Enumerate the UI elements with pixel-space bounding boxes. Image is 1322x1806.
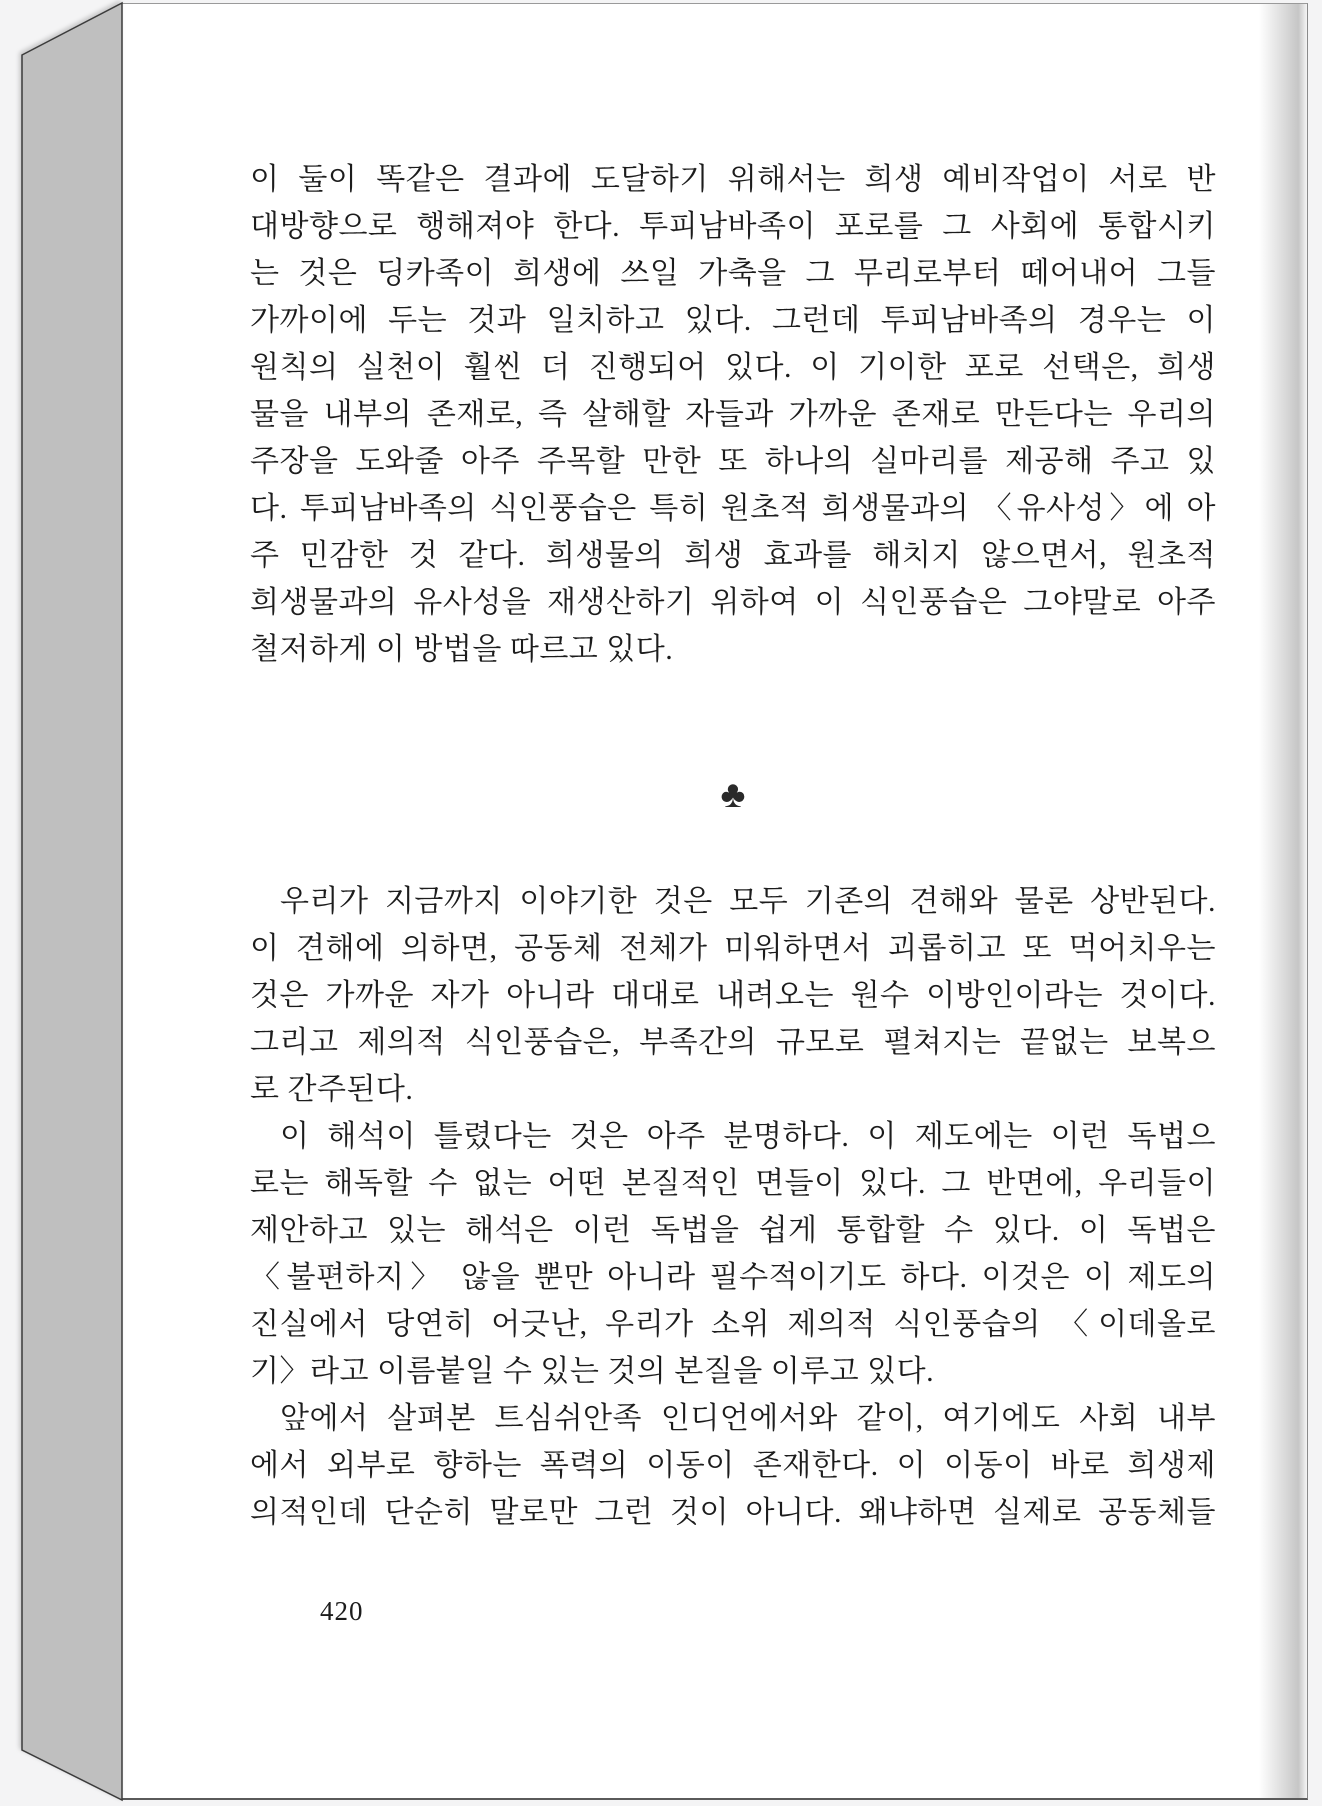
page-number: 420 [320, 1596, 364, 1626]
text-line: 주 민감한 것 같다. 희생물의 희생 효과를 해치지 않으면서, 원초적 [250, 539, 1216, 572]
page-text [250, 156, 1216, 1536]
text-line: 것은 가까운 자가 아니라 대대로 내려오는 원수 이방인이라는 것이다. [250, 979, 1216, 1012]
text-line: 희생물과의 유사성을 재생산하기 위하여 이 식인풍습은 그야말로 아주 [250, 586, 1216, 619]
text-line: 앞에서 살펴본 트심쉬안족 인디언에서와 같이, 여기에도 사회 내부 [280, 1402, 1216, 1435]
text-line: 는 것은 딩카족이 희생에 쓰일 가축을 그 무리로부터 떼어내어 그들 [250, 257, 1216, 290]
text-line: 제안하고 있는 해석은 이런 독법을 쉽게 통합할 수 있다. 이 독법은 [250, 1214, 1216, 1247]
text-line: 이 해석이 틀렸다는 것은 아주 분명하다. 이 제도에는 이런 독법으 [280, 1120, 1216, 1153]
text-line: 대방향으로 행해져야 한다. 투피남바족이 포로를 그 사회에 통합시키 [250, 210, 1216, 243]
page-edge-shadow [1259, 4, 1307, 1798]
text-line: 철저하게 이 방법을 따르고 있다. [250, 633, 674, 666]
text-line: 에서 외부로 향하는 폭력의 이동이 존재한다. 이 이동이 바로 희생제 [250, 1449, 1216, 1482]
book-page [122, 3, 1308, 1800]
text-line: 의적인데 단순히 말로만 그런 것이 아니다. 왜냐하면 실제로 공동체들 [250, 1496, 1216, 1529]
text-line: 이 둘이 똑같은 결과에 도달하기 위해서는 희생 예비작업이 서로 반 [250, 163, 1216, 196]
text-line: 다. 투피남바족의 식인풍습은 특히 원초적 희생물과의 〈유사성〉에 아 [250, 492, 1216, 525]
text-line: 로는 해독할 수 없는 어떤 본질적인 면들이 있다. 그 반면에, 우리들이 [250, 1167, 1216, 1200]
text-line: 우리가 지금까지 이야기한 것은 모두 기존의 견해와 물론 상반된다. [280, 885, 1216, 918]
text-line: 원칙의 실천이 훨씬 더 진행되어 있다. 이 기이한 포로 선택은, 희생 [250, 351, 1216, 384]
text-line: 주장을 도와줄 아주 주목할 만한 또 하나의 실마리를 제공해 주고 있 [250, 445, 1216, 478]
text-line: 로 간주된다. [250, 1073, 414, 1106]
club-divider-icon: ♣ [720, 774, 746, 816]
text-line: 진실에서 당연히 어긋난, 우리가 소위 제의적 식인풍습의 〈이데올로 [250, 1308, 1216, 1341]
text-line: 이 견해에 의하면, 공동체 전체가 미워하면서 괴롭히고 또 먹어치우는 [250, 932, 1216, 965]
text-line: 물을 내부의 존재로, 즉 살해할 자들과 가까운 존재로 만든다는 우리의 [250, 398, 1216, 431]
text-line: 가까이에 두는 것과 일치하고 있다. 그런데 투피남바족의 경우는 이 [250, 304, 1216, 337]
text-line: 기〉라고 이름붙일 수 있는 것의 본질을 이루고 있다. [250, 1355, 935, 1388]
text-line: 〈불편하지〉 않을 뿐만 아니라 필수적이기도 하다. 이것은 이 제도의 [250, 1261, 1216, 1294]
text-line: 그리고 제의적 식인풍습은, 부족간의 규모로 펼쳐지는 끝없는 보복으 [250, 1026, 1216, 1059]
